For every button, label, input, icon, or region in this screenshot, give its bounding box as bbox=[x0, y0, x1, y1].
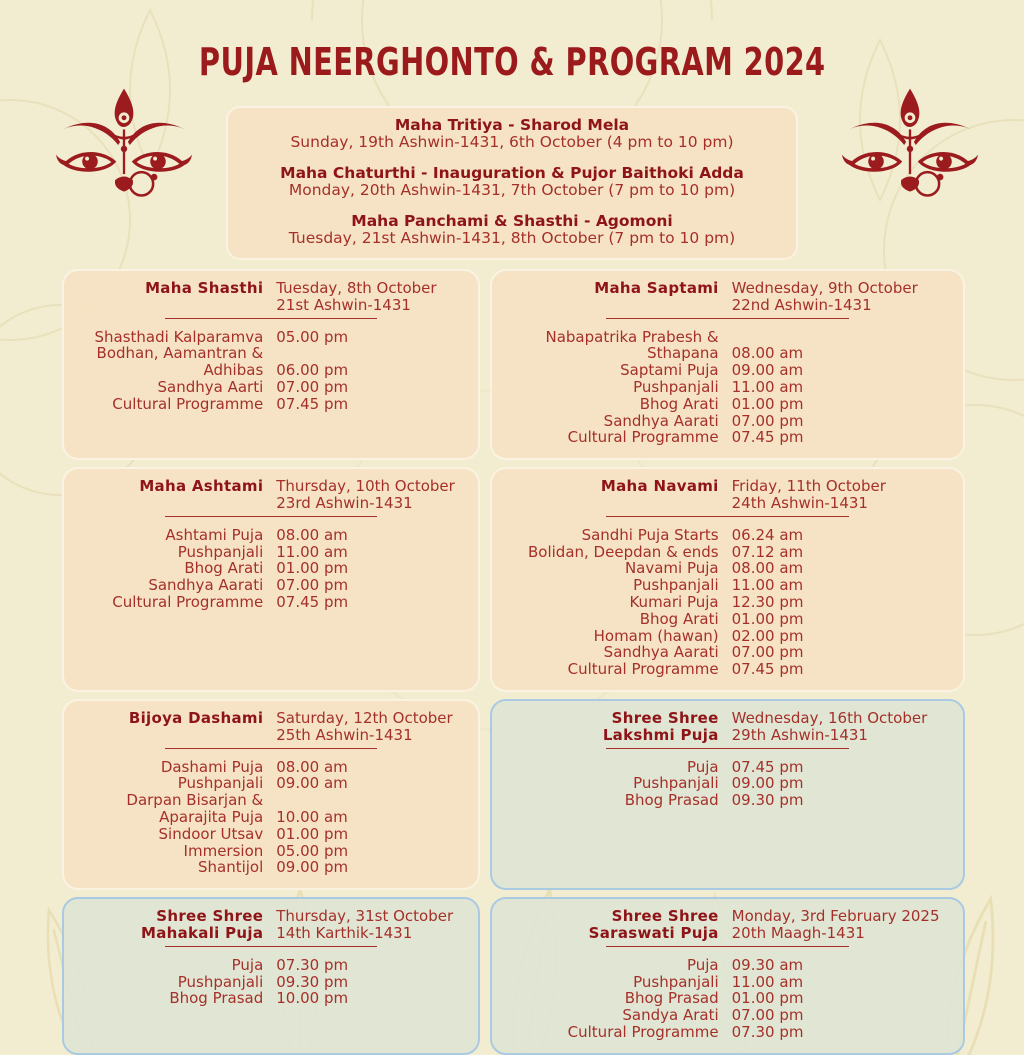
event-label: Bhog Prasad bbox=[624, 989, 719, 1008]
event-time: 08.00 am bbox=[731, 559, 804, 578]
event-label: Shasthadi Kalparamva bbox=[94, 327, 264, 346]
schedule-row bbox=[78, 759, 464, 776]
schedule-row bbox=[78, 379, 464, 396]
card-header bbox=[506, 908, 949, 942]
event-time: 07.45 pm bbox=[276, 592, 349, 611]
schedule-row bbox=[506, 792, 949, 809]
card-divider bbox=[165, 748, 377, 749]
event-time: 05.00 pm bbox=[276, 327, 349, 346]
card-date: Thursday, 10th October 23rd Ashwin-1431 bbox=[276, 477, 455, 512]
card-mahakali-puja bbox=[62, 897, 480, 1055]
event-time: 01.00 pm bbox=[276, 559, 349, 578]
schedule-row bbox=[78, 527, 464, 544]
schedule-row bbox=[506, 362, 949, 379]
event-time: 07.30 pm bbox=[731, 1022, 804, 1041]
event-time: 11.00 am bbox=[731, 972, 804, 991]
schedule-row bbox=[78, 577, 464, 594]
card-date: Wednesday, 16th October 29th Ashwin-1431 bbox=[731, 708, 928, 744]
event-label: Cultural Programme bbox=[112, 394, 264, 413]
event-label: Sandya Arati bbox=[622, 1006, 719, 1025]
event-time: 09.30 pm bbox=[276, 972, 349, 991]
schedule-row bbox=[506, 413, 949, 430]
schedule-row bbox=[506, 628, 949, 645]
card-bijoya-dashami bbox=[62, 699, 480, 890]
event-time: 09.00 am bbox=[731, 361, 804, 380]
event-time: 01.00 pm bbox=[731, 394, 804, 413]
event-label: Sandhya Aarati bbox=[603, 411, 719, 430]
opening-event bbox=[238, 117, 786, 151]
opening-event-date: Monday, 20th Ashwin-1431, 7th October (7 pm to 10 pm) bbox=[288, 181, 736, 199]
schedule-row bbox=[506, 544, 949, 561]
event-label: Bhog Arati bbox=[639, 394, 719, 413]
card-title: Maha Ashtami bbox=[139, 477, 264, 496]
card-header bbox=[506, 478, 949, 512]
schedule-row bbox=[506, 1024, 949, 1041]
page-title: PUJA NEERGHONTO & PROGRAM 2024 bbox=[198, 40, 826, 84]
event-time: 06.24 am bbox=[731, 525, 804, 544]
event-time: 07.00 pm bbox=[731, 1006, 804, 1025]
schedule-row bbox=[78, 345, 464, 379]
event-label: Nabapatrika Prabesh & Sthapana bbox=[545, 327, 719, 363]
card-header bbox=[78, 280, 464, 314]
schedule-row bbox=[78, 792, 464, 826]
opening-event-date: Tuesday, 21st Ashwin-1431, 8th October (7 pm to 10 pm) bbox=[288, 229, 736, 247]
schedule-row bbox=[506, 1007, 949, 1024]
event-time: 12.30 pm bbox=[731, 592, 804, 611]
event-label: Puja bbox=[231, 955, 264, 974]
event-label: Bolidan, Deepdan & ends bbox=[528, 542, 719, 561]
event-time: 09.30 pm bbox=[731, 791, 804, 810]
schedule-row bbox=[506, 429, 949, 446]
event-label: Sandhya Aarati bbox=[603, 643, 719, 662]
event-label: Homam (hawan) bbox=[593, 626, 719, 645]
schedule-row bbox=[78, 859, 464, 876]
event-label: Pushpanjali bbox=[633, 576, 719, 595]
event-time: 02.00 pm bbox=[731, 626, 804, 645]
card-date: Monday, 3rd February 2025 20th Maagh-1431 bbox=[731, 907, 940, 942]
event-label: Bhog Arati bbox=[184, 559, 264, 578]
card-divider bbox=[606, 946, 850, 947]
event-time: 08.00 am bbox=[276, 757, 348, 776]
opening-event bbox=[238, 165, 786, 199]
event-label: Saptami Puja bbox=[620, 361, 719, 380]
card-saraswati-puja bbox=[490, 897, 965, 1055]
card-title: Maha Saptami bbox=[594, 279, 719, 297]
card-date: Thursday, 31st October 14th Karthik-1431 bbox=[276, 907, 454, 942]
opening-event-name: Maha Chaturthi - Inauguration & Pujor Baithoki Adda bbox=[280, 164, 744, 182]
card-title: Maha Navami bbox=[600, 477, 719, 496]
event-label: Darpan Bisarjan & Aparajita Puja bbox=[126, 791, 264, 826]
card-date: Saturday, 12th October 25th Ashwin-1431 bbox=[276, 708, 453, 744]
card-header bbox=[78, 908, 464, 942]
opening-events-box bbox=[226, 106, 798, 260]
schedule-row bbox=[506, 594, 949, 611]
event-label: Bhog Prasad bbox=[624, 791, 719, 810]
event-label: Cultural Programme bbox=[567, 660, 719, 679]
event-label: Pushpanjali bbox=[177, 972, 264, 991]
event-time: 06.00 pm bbox=[276, 361, 349, 380]
event-label: Sandhya Aarti bbox=[157, 377, 264, 396]
card-maha-saptami bbox=[490, 269, 965, 460]
event-time: 08.00 am bbox=[731, 344, 804, 363]
event-label: Sandhya Aarati bbox=[148, 576, 264, 595]
event-label: Pushpanjali bbox=[633, 377, 719, 396]
opening-event bbox=[238, 213, 786, 247]
event-label: Navami Puja bbox=[624, 559, 719, 578]
event-time: 07.45 pm bbox=[731, 660, 804, 679]
card-rows bbox=[78, 527, 464, 611]
schedule-row bbox=[506, 957, 949, 974]
schedule-row bbox=[78, 396, 464, 413]
event-time: 07.30 pm bbox=[276, 955, 349, 974]
schedule-row bbox=[506, 611, 949, 628]
event-label: Puja bbox=[686, 955, 719, 974]
event-label: Sindoor Utsav bbox=[158, 824, 264, 843]
card-divider bbox=[606, 516, 850, 517]
event-time: 09.00 am bbox=[276, 774, 348, 793]
event-time: 11.00 am bbox=[731, 377, 804, 396]
schedule-row bbox=[506, 775, 949, 792]
card-divider bbox=[606, 748, 850, 749]
schedule-row bbox=[78, 594, 464, 611]
schedule-row bbox=[506, 661, 949, 678]
schedule-row bbox=[506, 329, 949, 363]
schedule-row bbox=[506, 759, 949, 776]
schedule-row bbox=[78, 329, 464, 346]
event-time: 09.30 am bbox=[731, 955, 804, 974]
schedule-row bbox=[506, 396, 949, 413]
event-label: Kumari Puja bbox=[629, 592, 719, 611]
card-title: Shree Shree Lakshmi Puja bbox=[602, 708, 719, 744]
schedule-row bbox=[506, 577, 949, 594]
event-time: 07.12 am bbox=[731, 542, 804, 561]
event-label: Pushpanjali bbox=[177, 774, 264, 793]
event-time: 07.45 pm bbox=[731, 428, 804, 447]
event-label: Pushpanjali bbox=[633, 774, 719, 793]
card-maha-shasthi bbox=[62, 269, 480, 460]
card-header bbox=[506, 710, 949, 744]
event-label: Cultural Programme bbox=[112, 592, 264, 611]
card-rows bbox=[506, 957, 949, 1041]
card-rows bbox=[78, 329, 464, 413]
event-label: Sandhi Puja Starts bbox=[581, 525, 719, 544]
event-time: 01.00 pm bbox=[731, 989, 804, 1008]
event-time: 05.00 pm bbox=[276, 841, 349, 860]
event-time: 11.00 am bbox=[276, 542, 348, 561]
schedule-row bbox=[78, 775, 464, 792]
event-label: Bodhan, Aamantran & Adhibas bbox=[96, 344, 264, 380]
durga-eyes-icon bbox=[842, 84, 978, 204]
card-date: Wednesday, 9th October 22nd Ashwin-1431 bbox=[731, 279, 918, 314]
event-time: 07.45 pm bbox=[731, 757, 804, 776]
schedule-row bbox=[506, 560, 949, 577]
event-time: 07.00 pm bbox=[276, 576, 349, 595]
event-label: Pushpanjali bbox=[177, 542, 264, 561]
card-header bbox=[78, 478, 464, 512]
event-label: Dashami Puja bbox=[160, 757, 264, 776]
card-divider bbox=[165, 516, 377, 517]
schedule-row bbox=[78, 957, 464, 974]
event-label: Immersion bbox=[183, 841, 264, 860]
schedule-row bbox=[506, 379, 949, 396]
opening-event-name: Maha Panchami & Shasthi - Agomoni bbox=[351, 212, 673, 230]
schedule-row bbox=[78, 990, 464, 1007]
card-lakshmi-puja bbox=[490, 699, 965, 890]
event-label: Cultural Programme bbox=[567, 428, 719, 447]
card-date: Friday, 11th October 24th Ashwin-1431 bbox=[731, 477, 886, 512]
event-time: 01.00 pm bbox=[731, 609, 804, 628]
card-title: Maha Shasthi bbox=[145, 279, 264, 297]
opening-event-date: Sunday, 19th Ashwin-1431, 6th October (4 pm to 10 pm) bbox=[290, 133, 734, 151]
card-rows bbox=[506, 527, 949, 678]
card-divider bbox=[165, 318, 377, 319]
event-time: 07.00 pm bbox=[731, 411, 804, 430]
event-time: 01.00 pm bbox=[276, 824, 349, 843]
event-time: 09.00 pm bbox=[276, 858, 349, 877]
card-rows bbox=[78, 957, 464, 1007]
event-label: Cultural Programme bbox=[567, 1022, 719, 1041]
schedule-row bbox=[78, 843, 464, 860]
card-title: Shree Shree Mahakali Puja bbox=[140, 907, 264, 942]
event-time: 10.00 pm bbox=[276, 989, 349, 1008]
event-label: Pushpanjali bbox=[633, 972, 719, 991]
event-time: 09.00 pm bbox=[731, 774, 804, 793]
card-rows bbox=[506, 329, 949, 447]
card-header bbox=[78, 710, 464, 744]
card-date: Tuesday, 8th October 21st Ashwin-1431 bbox=[276, 279, 437, 314]
schedule-row bbox=[506, 644, 949, 661]
card-maha-navami bbox=[490, 467, 965, 692]
title-area bbox=[0, 0, 1024, 82]
schedule-row bbox=[506, 527, 949, 544]
event-label: Bhog Prasad bbox=[169, 989, 264, 1008]
card-rows bbox=[78, 759, 464, 877]
event-time: 11.00 am bbox=[731, 576, 804, 595]
schedule-row bbox=[506, 990, 949, 1007]
opening-event-name: Maha Tritiya - Sharod Mela bbox=[394, 116, 630, 134]
event-time: 08.00 am bbox=[276, 525, 348, 544]
event-time: 10.00 am bbox=[276, 807, 348, 826]
card-maha-ashtami bbox=[62, 467, 480, 692]
event-label: Shantijol bbox=[197, 858, 264, 877]
card-divider bbox=[606, 318, 850, 319]
event-time: 07.00 pm bbox=[731, 643, 804, 662]
event-time: 07.00 pm bbox=[276, 377, 349, 396]
card-title: Shree Shree Saraswati Puja bbox=[588, 907, 719, 942]
event-label: Bhog Arati bbox=[639, 609, 719, 628]
card-rows bbox=[506, 759, 949, 809]
card-title: Bijoya Dashami bbox=[128, 708, 264, 727]
event-time: 07.45 pm bbox=[276, 394, 349, 413]
durga-eyes-icon bbox=[56, 84, 192, 204]
schedule-row bbox=[78, 974, 464, 991]
schedule-row bbox=[78, 544, 464, 561]
card-header bbox=[506, 280, 949, 314]
schedule-row bbox=[78, 826, 464, 843]
event-label: Ashtami Puja bbox=[165, 525, 264, 544]
event-label: Puja bbox=[686, 757, 719, 776]
card-divider bbox=[165, 946, 377, 947]
schedule-row bbox=[78, 560, 464, 577]
cards-grid bbox=[0, 269, 1024, 1055]
schedule-row bbox=[506, 974, 949, 991]
